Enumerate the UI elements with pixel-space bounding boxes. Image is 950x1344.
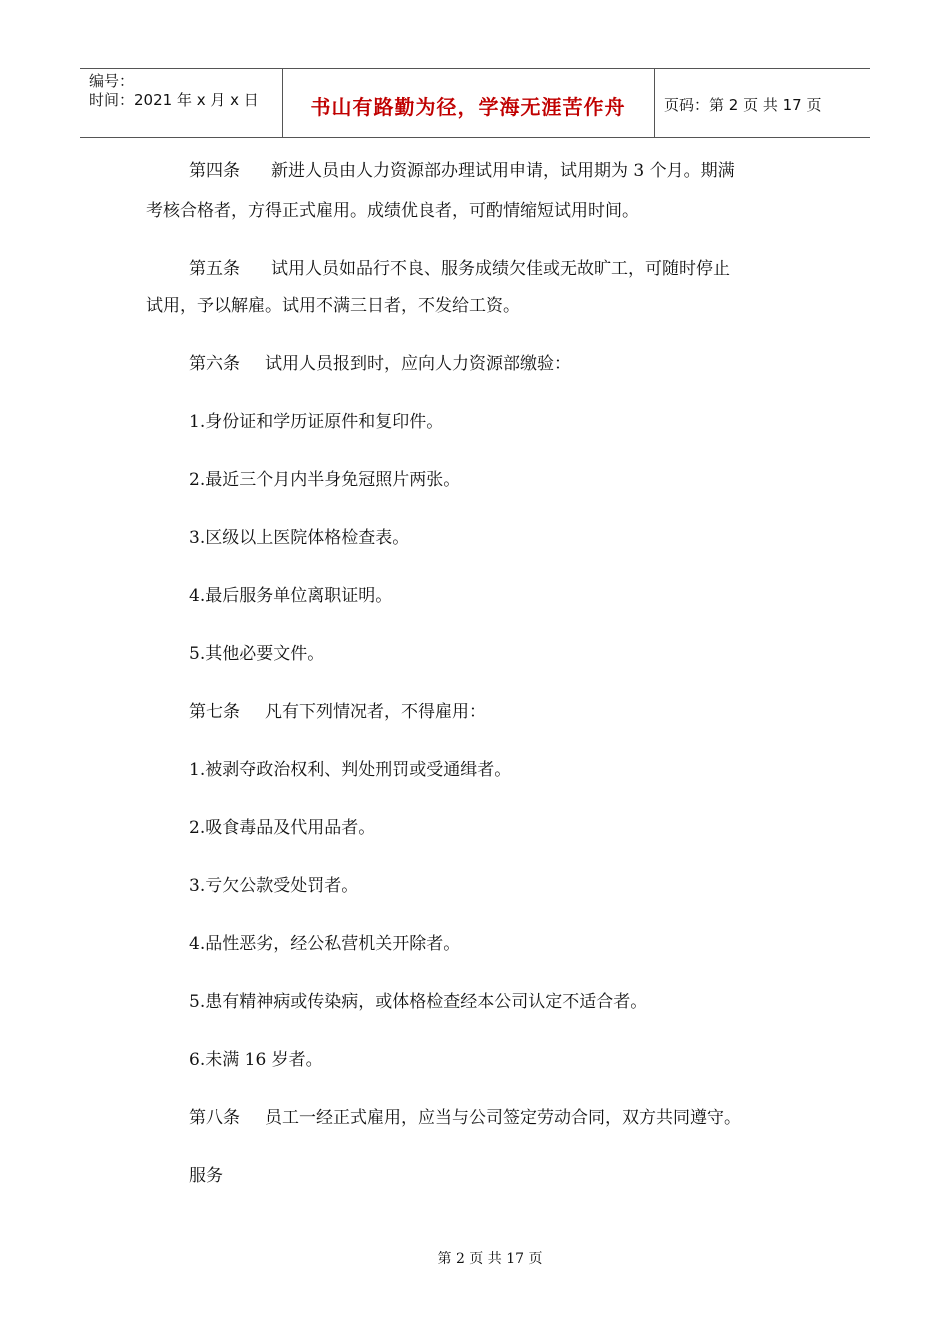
list-item: 4.最后服务单位离职证明。: [189, 586, 393, 606]
article-8-label: 第八条: [189, 1108, 240, 1128]
list-item: 1.身份证和学历证原件和复印件。: [189, 412, 444, 432]
header-motto-cell: [282, 69, 655, 137]
article-4-line-2: 考核合格者，方得正式雇用。成绩优良者，可酌情缩短试用时间。: [146, 201, 639, 221]
list-item: 1.被剥夺政治权利、判处刑罚或受通缉者。: [189, 760, 512, 780]
list-item: 4.品性恶劣，经公私营机关开除者。: [189, 934, 461, 954]
list-item: 5.其他必要文件。: [189, 644, 325, 664]
header-meta-cell: [80, 69, 283, 137]
article-7-text: 凡有下列情况者，不得雇用：: [265, 702, 486, 722]
article-7-line: [189, 701, 486, 723]
article-6-label: 第六条: [189, 354, 240, 374]
header-motto: 书山有路勤为径，学海无涯苦作舟: [310, 95, 626, 119]
list-item: 2.最近三个月内半身免冠照片两张。: [189, 470, 461, 490]
article-5-line-1: [189, 258, 730, 280]
article-6-line: [189, 353, 571, 375]
page-footer: 第 2 页 共 17 页: [437, 1251, 543, 1267]
header-page-info: 页码：第 2 页 共 17 页: [664, 96, 822, 114]
article-4-line-1: [189, 160, 735, 182]
list-item: 5.患有精神病或传染病，或体格检查经本公司认定不适合者。: [189, 992, 648, 1012]
list-item: 3.区级以上医院体格检查表。: [189, 528, 410, 548]
list-item: 3.亏欠公款受处罚者。: [189, 876, 359, 896]
article-7-label: 第七条: [189, 702, 240, 722]
article-4-label: 第四条: [189, 161, 240, 181]
article-6-text: 试用人员报到时，应向人力资源部缴验：: [265, 354, 571, 374]
page-header: [80, 68, 870, 138]
article-8-line: [189, 1107, 741, 1129]
list-item: 6.未满 16 岁者。: [189, 1050, 323, 1070]
trailing-text: 服务: [189, 1166, 223, 1186]
article-5-label: 第五条: [189, 259, 240, 279]
document-time-label: 时间：2021 年 x 月 x 日: [89, 91, 259, 109]
article-5-line-2: 试用，予以解雇。试用不满三日者，不发给工资。: [146, 296, 520, 316]
header-page-cell: [655, 69, 870, 137]
article-8-text: 员工一经正式雇用，应当与公司签定劳动合同，双方共同遵守。: [265, 1108, 741, 1128]
article-4-text-1: 新进人员由人力资源部办理试用申请，试用期为 3 个月。期满: [271, 161, 735, 181]
article-5-text-1: 试用人员如品行不良、服务成绩欠佳或无故旷工，可随时停止: [271, 259, 730, 279]
list-item: 2.吸食毒品及代用品者。: [189, 818, 376, 838]
document-number-label: 编号：: [89, 72, 135, 90]
